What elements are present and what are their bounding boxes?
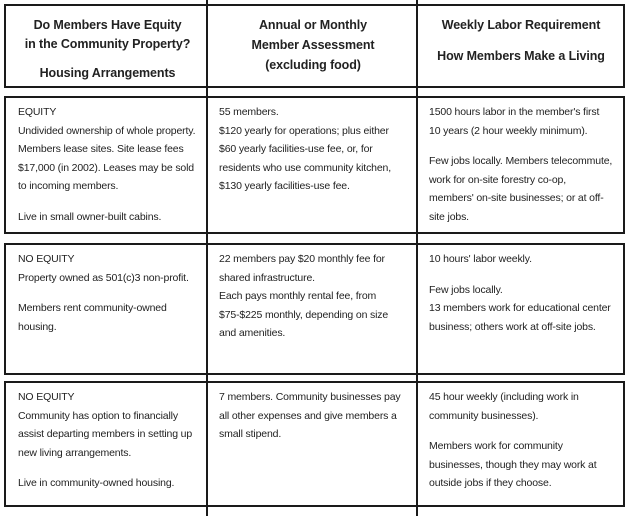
cell-paragraph: 55 members. bbox=[219, 106, 279, 118]
cell-paragraph: NO EQUITY bbox=[18, 253, 75, 265]
cell-assessment-1 bbox=[207, 98, 417, 232]
header-line: Housing Arrangements bbox=[39, 66, 176, 81]
table-row-equity bbox=[4, 96, 625, 234]
cell-assessment-3 bbox=[207, 383, 417, 505]
cell-paragraph: Few jobs locally. bbox=[429, 283, 503, 296]
header-line: Member Assessment bbox=[251, 38, 375, 52]
header-line: (excluding food) bbox=[265, 58, 361, 72]
cell-paragraph: 45 hour weekly (including work in community businesses). bbox=[429, 391, 579, 422]
cell-paragraph: 10 hours' labor weekly. bbox=[429, 253, 532, 265]
cell-equity-housing-3 bbox=[6, 383, 207, 505]
header-line: in the Community Property? bbox=[24, 36, 191, 51]
cell-equity-housing-1 bbox=[6, 98, 207, 232]
cell-labor-2 bbox=[417, 245, 623, 373]
cell-paragraph: Live in community-owned housing. bbox=[18, 477, 175, 489]
header-line: How Members Make a Living bbox=[437, 49, 605, 63]
header-line: Do Members Have Equity bbox=[33, 18, 182, 32]
table-row-no-equity-nonprofit bbox=[4, 243, 625, 375]
column-divider bbox=[206, 0, 208, 516]
cell-paragraph: Few jobs locally. Members telecommute, work for on-site forestry co-op, members' on-site businesses; or at off-site jobs. bbox=[429, 155, 613, 223]
cell-paragraph: Undivided ownership of whole property. Members lease sites. Site lease fees $17,000 (in 2002). Leases may be sold to incoming members. bbox=[18, 124, 196, 192]
cell-paragraph: 22 members pay $20 monthly fee for shared infrastructure. bbox=[219, 253, 385, 284]
cell-paragraph: 1500 hours labor in the member's first 10 years (2 hour weekly minimum). bbox=[429, 106, 600, 137]
cell-paragraph-spacer bbox=[18, 462, 197, 474]
cell-paragraph-spacer bbox=[429, 425, 613, 437]
cell-paragraph: Community has option to financially assist departing members in setting up new living arrangements. bbox=[18, 409, 193, 459]
header-line: Annual or Monthly bbox=[258, 18, 367, 32]
cell-paragraph: 7 members. Community businesses pay all other expenses and give members a small stipend. bbox=[219, 391, 401, 440]
cell-paragraph: NO EQUITY bbox=[18, 391, 75, 403]
cell-paragraph: EQUITY bbox=[18, 106, 57, 118]
cell-labor-3 bbox=[417, 383, 623, 505]
header-cell-labor bbox=[417, 6, 623, 86]
header-cell-assessment bbox=[207, 6, 417, 86]
cell-paragraph: $120 yearly for operations; plus either $60 yearly facilities-use fee, or, for residents who use community kitchen, $130 yearly facilities-use fee. bbox=[219, 124, 392, 192]
column-divider bbox=[416, 0, 418, 516]
cell-paragraph-spacer bbox=[429, 140, 613, 152]
cell-labor-1 bbox=[417, 98, 623, 232]
cell-paragraph-spacer bbox=[18, 287, 197, 299]
cell-paragraph: Each pays monthly rental fee, from $75-$225 monthly, depending on size and amenities. bbox=[219, 290, 389, 339]
cell-paragraph-spacer bbox=[18, 196, 197, 208]
cell-paragraph-spacer bbox=[429, 269, 613, 281]
header-line: Weekly Labor Requirement bbox=[441, 18, 601, 32]
cell-paragraph: Live in small owner-built cabins. bbox=[18, 210, 162, 223]
header-cell-equity-housing bbox=[6, 6, 207, 86]
cell-paragraph: Members rent community-owned housing. bbox=[18, 302, 167, 333]
cell-equity-housing-2 bbox=[6, 245, 207, 373]
cell-paragraph: 13 members work for educational center business; others work at off-site jobs. bbox=[429, 302, 611, 333]
cell-paragraph: Property owned as 501(c)3 non-profit. bbox=[18, 271, 189, 284]
table-header-row bbox=[4, 4, 625, 88]
cell-assessment-2 bbox=[207, 245, 417, 373]
table-row-no-equity-businesses bbox=[4, 381, 625, 507]
cell-paragraph: Members work for community businesses, though they may work at outside jobs if they choose. bbox=[429, 440, 597, 489]
